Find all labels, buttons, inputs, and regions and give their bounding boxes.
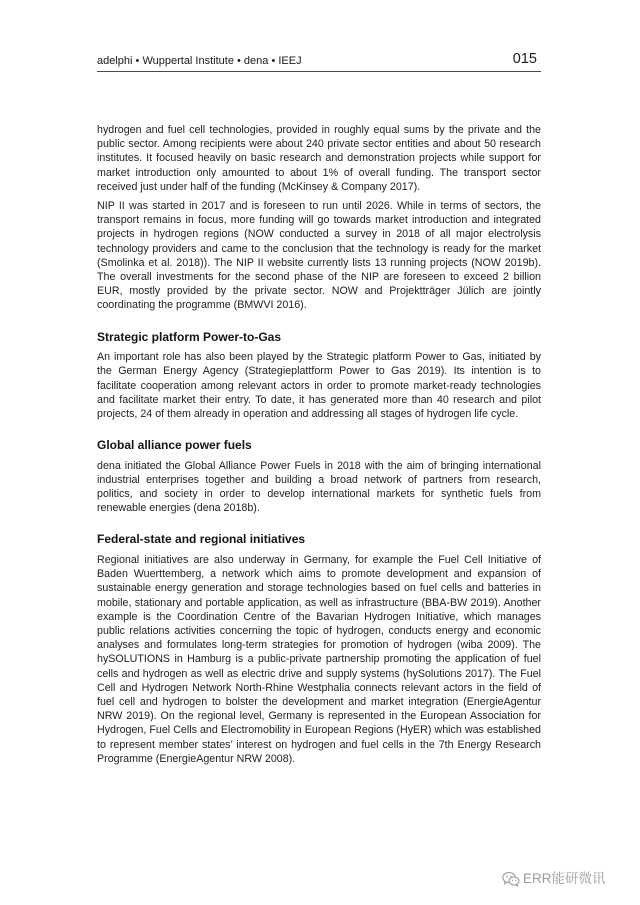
paragraph-regional-initiatives: Regional initiatives are also underway in Germany, for example the Fuel Cell Initiative of Baden Wuerttemberg, a network which aims to promote development and expansion of sustainable energy generation and storage technologies based on fuel cells and batteries in mobile, stationary and portable application, as well as infrastructure (BBA-BW 2019). Another example is the Coordination Centre of the Bavarian Hydrogen Initiative, which manages public relations activities concerning the topic of hydrogen, conducts energy and economic analyses and formulates long-term strategies for promotion of hydrogen (wiba 2009). The hySOLUTIONS in Hamburg is a public-private partnership promoting the application of fuel cells and hydrogen as well as electric drive and supply systems (hySolutions 2017). The Fuel Cell and Hydrogen Network North-Rhine Westphalia connects relevant actors in the field of fuel cell and hydrogen to bolster the development and market integration (EnergieAgentur NRW 2019). On the regional level, Germany is represented in the European Association for Hydrogen, Fuel Cells and Electromobility in European Regions (HyER) which was established to represent member states’ interest on hydrogen and fuel cells in the 7th Energy Research Programme (EnergieAgentur NRW 2008). <box>97 553 541 765</box>
section-global-alliance <box>97 438 541 515</box>
header-organizations: adelphi • Wuppertal Institute • dena • IEEJ <box>97 55 302 67</box>
page-body <box>97 123 541 771</box>
paragraph-global-alliance: dena initiated the Global Alliance Power Fuels in 2018 with the aim of bringing international industrial enterprises together and building a broad network of partners from research, politics, and society in order to develop international markets for synthetic fuels from renewable energies (dena 2018b). <box>97 459 541 515</box>
heading-strategic-platform: Strategic platform Power-to-Gas <box>97 329 282 344</box>
heading-global-alliance: Global alliance power fuels <box>97 438 252 453</box>
page-number: 015 <box>512 51 537 67</box>
watermark-text: ERR能研微讯 <box>523 871 606 886</box>
watermark <box>502 870 606 888</box>
section-power-to-gas <box>97 330 541 422</box>
running-header <box>97 48 541 72</box>
wechat-icon <box>502 871 520 887</box>
paragraph-power-to-gas: An important role has also been played by the Strategic platform Power to Gas, initiated by the German Energy Agency (Strategieplattform Power to Gas 2019). Its intention is to facilitate cooperation among relevant actors in order to promote market-ready technologies and facilitate market their entry. To date, it has generated more than 40 research and pilot projects, 24 of them already in operation and addressing all stages of hydrogen life cycle. <box>97 351 541 420</box>
heading-federal-state: Federal-state and regional initiatives <box>97 532 306 547</box>
paragraph-nip-ii: NIP II was started in 2017 and is foreseen to run until 2026. While in terms of sectors, the transport remains in focus, more funding will go towards market introduction and integrated projects in hydrogen regions (NOW conducted a survey in 2018 of all major electrolysis technology providers and came to the conclusion that the technology is ready for the market (Smolinka et al. 2018)). The NIP II website currently lists 13 running projects (NOW 2019b). The overall investments for the second phase of the NIP are foreseen to exceed 2 billion EUR, mostly provided by the private sector. NOW and Projektträger Jülich are jointly coordinating the programme (BMWVI 2016). <box>97 200 541 312</box>
section-regional-initiatives <box>97 532 541 766</box>
paragraph-nip-funding: hydrogen and fuel cell technologies, provided in roughly equal sums by the private and the public sector. Among recipients were about 240 private sector entities and about 50 research institutes. It focused heavily on basic research and demonstration projects while support for market introduction only amounted to about 1% of overall funding. The transport sector received just under half of the funding (McKinsey & Company 2017). <box>97 124 541 193</box>
